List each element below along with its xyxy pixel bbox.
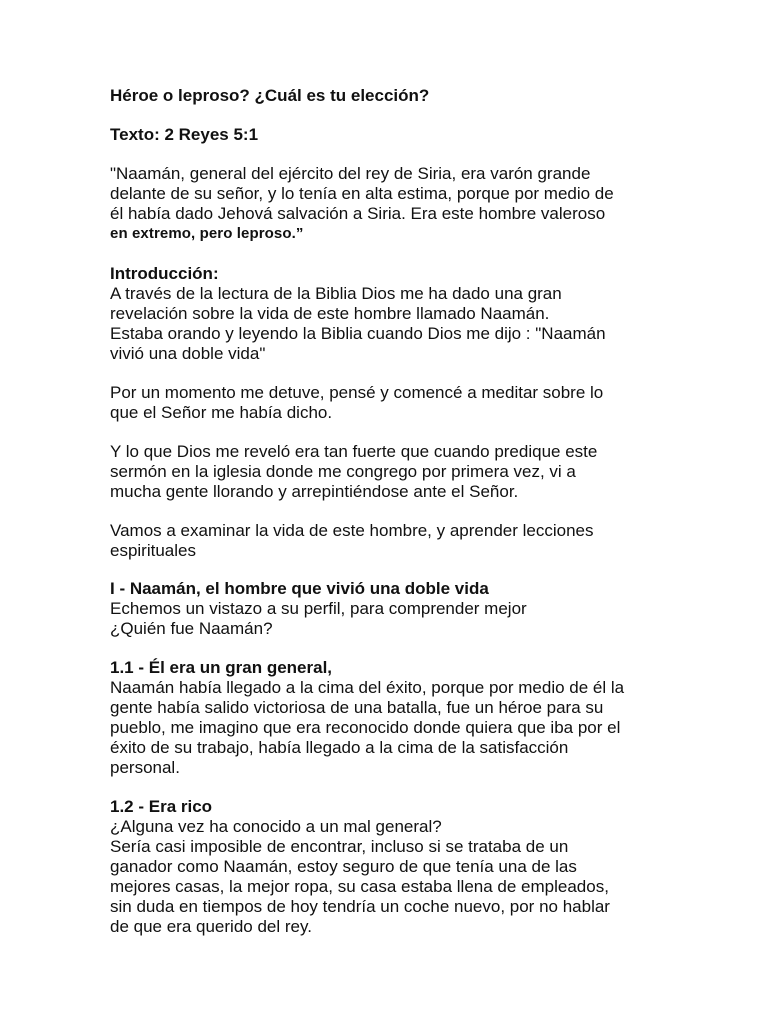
paragraph-line: mucha gente llorando y arrepintiéndose ante el Señor. bbox=[110, 482, 519, 501]
document-title: Héroe o leproso? ¿Cuál es tu elección? bbox=[110, 86, 430, 105]
introduction-section bbox=[110, 264, 670, 364]
paragraph-line: Echemos un vistazo a su perfil, para comprender mejor bbox=[110, 599, 527, 618]
paragraph-line: revelación sobre la vida de este hombre llamado Naamán. bbox=[110, 304, 550, 323]
section-rich bbox=[110, 797, 670, 937]
section-heading: 1.2 - Era rico bbox=[110, 797, 213, 816]
quote-line: él había dado Jehová salvación a Siria. Era este hombre valeroso bbox=[110, 204, 606, 223]
paragraph-line: ¿Quién fue Naamán? bbox=[110, 619, 273, 638]
quote-line: delante de su señor, y lo tenía en alta estima, porque por medio de bbox=[110, 184, 614, 203]
paragraph-meditation bbox=[110, 383, 670, 423]
paragraph-line: ¿Alguna vez ha conocido a un mal general? bbox=[110, 817, 442, 836]
paragraph-line: pueblo, me imagino que era reconocido donde quiera que iba por el bbox=[110, 718, 621, 737]
paragraph-line: de que era querido del rey. bbox=[110, 917, 312, 936]
section-double-life bbox=[110, 579, 670, 639]
paragraph-line: Por un momento me detuve, pensé y comencé a meditar sobre lo bbox=[110, 383, 604, 402]
introduction-heading: Introducción: bbox=[110, 264, 219, 283]
paragraph-line: personal. bbox=[110, 758, 180, 777]
paragraph-line: que el Señor me había dicho. bbox=[110, 403, 333, 422]
paragraph-line: éxito de su trabajo, había llegado a la cima de la satisfacción bbox=[110, 738, 569, 757]
paragraph-line: sin duda en tiempos de hoy tendría un coche nuevo, por no hablar bbox=[110, 897, 610, 916]
paragraph-line: A través de la lectura de la Biblia Dios me ha dado una gran bbox=[110, 284, 562, 303]
paragraph-line: sermón en la iglesia donde me congrego por primera vez, vi a bbox=[110, 462, 576, 481]
paragraph-line: ganador como Naamán, estoy seguro de que tenía una de las bbox=[110, 857, 577, 876]
paragraph-examine bbox=[110, 521, 670, 561]
section-great-general bbox=[110, 658, 670, 778]
paragraph-line: Vamos a examinar la vida de este hombre, y aprender lecciones bbox=[110, 521, 594, 540]
document-page bbox=[110, 86, 670, 937]
paragraph-line: Naamán había llegado a la cima del éxito, porque por medio de él la bbox=[110, 678, 625, 697]
paragraph-line: Estaba orando y leyendo la Biblia cuando Dios me dijo : "Naamán bbox=[110, 324, 606, 343]
quote-line: "Naamán, general del ejército del rey de Siria, era varón grande bbox=[110, 164, 591, 183]
paragraph-line: Sería casi imposible de encontrar, incluso si se trataba de un bbox=[110, 837, 569, 856]
scripture-reference: Texto: 2 Reyes 5:1 bbox=[110, 125, 259, 144]
paragraph-line: Y lo que Dios me reveló era tan fuerte que cuando predique este bbox=[110, 442, 598, 461]
scripture-quote bbox=[110, 164, 670, 244]
quote-line: en extremo, pero leproso.” bbox=[110, 225, 304, 242]
paragraph-line: vivió una doble vida" bbox=[110, 344, 266, 363]
section-heading: I - Naamán, el hombre que vivió una doble vida bbox=[110, 579, 489, 598]
section-heading: 1.1 - Él era un gran general, bbox=[110, 658, 333, 677]
paragraph-line: espirituales bbox=[110, 541, 196, 560]
paragraph-line: mejores casas, la mejor ropa, su casa estaba llena de empleados, bbox=[110, 877, 609, 896]
paragraph-line: gente había salido victoriosa de una batalla, fue un héroe para su bbox=[110, 698, 604, 717]
paragraph-revelation bbox=[110, 442, 670, 502]
